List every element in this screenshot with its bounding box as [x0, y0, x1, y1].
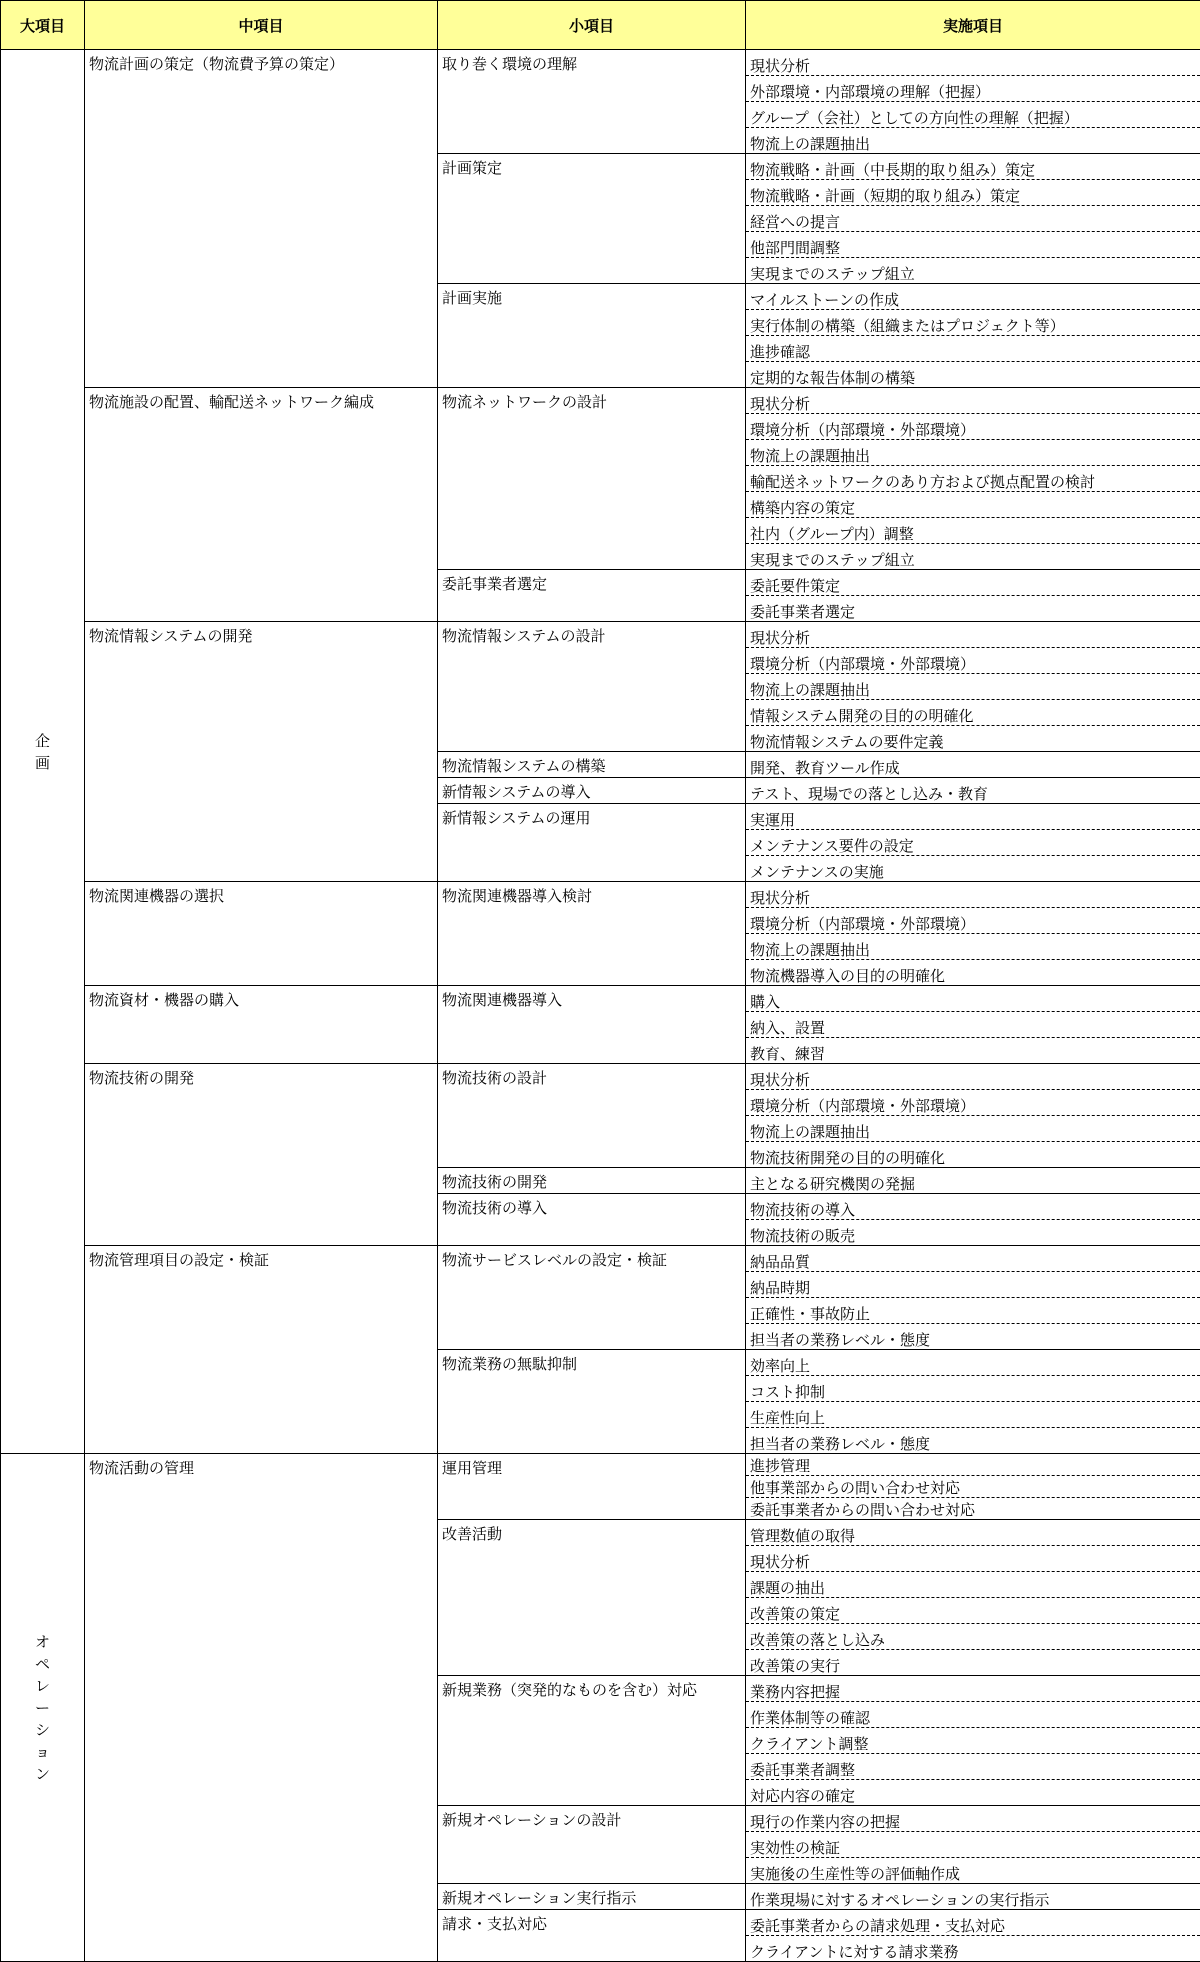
action-item-cell[interactable]: 現状分析 — [746, 50, 1200, 76]
action-item-cell[interactable]: 担当者の業務レベル・態度 — [746, 1428, 1200, 1454]
action-item-cell[interactable]: 現状分析 — [746, 1546, 1200, 1572]
header-major[interactable]: 大項目 — [1, 1, 85, 50]
minor-category-cell[interactable]: 物流技術の導入 — [438, 1194, 746, 1246]
minor-category-cell[interactable]: 物流技術の設計 — [438, 1064, 746, 1168]
action-item-cell[interactable]: 経営への提言 — [746, 206, 1200, 232]
minor-category-cell[interactable]: 委託事業者選定 — [438, 570, 746, 622]
minor-category-cell[interactable]: 新情報システムの運用 — [438, 804, 746, 882]
table-row — [1, 1246, 1200, 1272]
table-row — [1, 388, 1200, 414]
action-item-cell[interactable]: マイルストーンの作成 — [746, 284, 1200, 310]
table-row — [1, 50, 1200, 76]
minor-category-cell[interactable]: 新情報システムの導入 — [438, 778, 746, 804]
minor-category-cell[interactable]: 物流情報システムの設計 — [438, 622, 746, 752]
action-item-cell[interactable]: 環境分析（内部環境・外部環境） — [746, 1090, 1200, 1116]
action-item-cell[interactable]: 納品品質 — [746, 1246, 1200, 1272]
action-item-cell[interactable]: 進捗確認 — [746, 336, 1200, 362]
action-item-cell[interactable]: 担当者の業務レベル・態度 — [746, 1324, 1200, 1350]
minor-category-cell[interactable]: 物流ネットワークの設計 — [438, 388, 746, 570]
minor-category-cell[interactable]: 計画実施 — [438, 284, 746, 388]
action-item-cell[interactable]: 環境分析（内部環境・外部環境） — [746, 414, 1200, 440]
action-item-cell[interactable]: 実運用 — [746, 804, 1200, 830]
action-item-cell[interactable]: 購入 — [746, 986, 1200, 1012]
action-item-cell[interactable]: 実行体制の構築（組織またはプロジェクト等） — [746, 310, 1200, 336]
major-category-cell[interactable] — [1, 50, 85, 1454]
table-row — [1, 1064, 1200, 1090]
header-middle[interactable]: 中項目 — [85, 1, 438, 50]
action-item-cell[interactable]: クライアント調整 — [746, 1728, 1200, 1754]
action-item-cell[interactable]: 管理数値の取得 — [746, 1520, 1200, 1546]
action-item-cell[interactable]: 物流技術の販売 — [746, 1220, 1200, 1246]
action-item-cell[interactable]: 現状分析 — [746, 622, 1200, 648]
middle-category-cell[interactable]: 物流資材・機器の購入 — [85, 986, 438, 1064]
action-item-cell[interactable]: 社内（グループ内）調整 — [746, 518, 1200, 544]
major-category-label: オペレーション — [35, 1631, 51, 1785]
action-item-cell[interactable]: 委託事業者からの請求処理・支払対応 — [746, 1910, 1200, 1936]
action-item-cell[interactable]: 物流情報システムの要件定義 — [746, 726, 1200, 752]
minor-category-cell[interactable]: 物流関連機器導入 — [438, 986, 746, 1064]
action-item-cell[interactable]: 納品時期 — [746, 1272, 1200, 1298]
table-row — [1, 986, 1200, 1012]
action-item-cell[interactable]: コスト抑制 — [746, 1376, 1200, 1402]
action-item-cell[interactable]: 物流上の課題抽出 — [746, 440, 1200, 466]
middle-category-cell[interactable]: 物流計画の策定（物流費予算の策定） — [85, 50, 438, 388]
minor-category-cell[interactable]: 運用管理 — [438, 1454, 746, 1520]
minor-category-cell[interactable]: 請求・支払対応 — [438, 1910, 746, 1962]
minor-category-cell[interactable]: 物流情報システムの構築 — [438, 752, 746, 778]
action-item-cell[interactable]: グループ（会社）としての方向性の理解（把握） — [746, 102, 1200, 128]
minor-category-cell[interactable]: 物流サービスレベルの設定・検証 — [438, 1246, 746, 1350]
action-item-cell[interactable]: メンテナンス要件の設定 — [746, 830, 1200, 856]
action-item-cell[interactable]: 作業現場に対するオペレーションの実行指示 — [746, 1884, 1200, 1910]
major-category-cell[interactable] — [1, 1454, 85, 1962]
action-item-cell[interactable]: メンテナンスの実施 — [746, 856, 1200, 882]
action-item-cell[interactable]: テスト、現場での落とし込み・教育 — [746, 778, 1200, 804]
minor-category-cell[interactable]: 物流技術の開発 — [438, 1168, 746, 1194]
action-item-cell[interactable]: 物流技術開発の目的の明確化 — [746, 1142, 1200, 1168]
action-item-cell[interactable]: 定期的な報告体制の構築 — [746, 362, 1200, 388]
action-item-cell[interactable]: 物流戦略・計画（短期的取り組み）策定 — [746, 180, 1200, 206]
action-item-cell[interactable]: 委託事業者からの問い合わせ対応 — [746, 1498, 1200, 1520]
action-item-cell[interactable]: 物流技術の導入 — [746, 1194, 1200, 1220]
action-item-cell[interactable]: 対応内容の確定 — [746, 1780, 1200, 1806]
middle-category-cell[interactable]: 物流施設の配置、輸配送ネットワーク編成 — [85, 388, 438, 622]
action-item-cell[interactable]: 正確性・事故防止 — [746, 1298, 1200, 1324]
action-item-cell[interactable]: 課題の抽出 — [746, 1572, 1200, 1598]
middle-category-cell[interactable]: 物流関連機器の選択 — [85, 882, 438, 986]
action-item-cell[interactable]: 環境分析（内部環境・外部環境） — [746, 648, 1200, 674]
table-body — [1, 50, 1200, 1962]
action-item-cell[interactable]: 現状分析 — [746, 388, 1200, 414]
action-item-cell[interactable]: 改善策の落とし込み — [746, 1624, 1200, 1650]
action-item-cell[interactable]: 他部門間調整 — [746, 232, 1200, 258]
action-item-cell[interactable]: 納入、設置 — [746, 1012, 1200, 1038]
action-item-cell[interactable]: 委託事業者選定 — [746, 596, 1200, 622]
action-item-cell[interactable]: 業務内容把握 — [746, 1676, 1200, 1702]
action-item-cell[interactable]: 情報システム開発の目的の明確化 — [746, 700, 1200, 726]
minor-category-cell[interactable]: 新規オペレーションの設計 — [438, 1806, 746, 1884]
middle-category-cell[interactable]: 物流管理項目の設定・検証 — [85, 1246, 438, 1454]
action-item-cell[interactable]: 開発、教育ツール作成 — [746, 752, 1200, 778]
action-item-cell[interactable]: 実現までのステップ組立 — [746, 544, 1200, 570]
minor-category-cell[interactable]: 物流業務の無駄抑制 — [438, 1350, 746, 1454]
action-item-cell[interactable]: 物流上の課題抽出 — [746, 934, 1200, 960]
major-category-label: 企画 — [35, 730, 51, 774]
action-item-cell[interactable]: 進捗管理 — [746, 1454, 1200, 1476]
action-item-cell[interactable]: クライアントに対する請求業務 — [746, 1936, 1200, 1962]
action-item-cell[interactable]: 環境分析（内部環境・外部環境） — [746, 908, 1200, 934]
table-row — [1, 622, 1200, 648]
minor-category-cell[interactable]: 取り巻く環境の理解 — [438, 50, 746, 154]
action-item-cell[interactable]: 生産性向上 — [746, 1402, 1200, 1428]
action-item-cell[interactable]: 実現までのステップ組立 — [746, 258, 1200, 284]
action-item-cell[interactable]: 現状分析 — [746, 882, 1200, 908]
minor-category-cell[interactable]: 物流関連機器導入検討 — [438, 882, 746, 986]
action-item-cell[interactable]: 教育、練習 — [746, 1038, 1200, 1064]
action-item-cell[interactable]: 物流上の課題抽出 — [746, 128, 1200, 154]
action-item-cell[interactable]: 実効性の検証 — [746, 1832, 1200, 1858]
action-item-cell[interactable]: 改善策の実行 — [746, 1650, 1200, 1676]
action-item-cell[interactable]: 主となる研究機関の発掘 — [746, 1168, 1200, 1194]
action-item-cell[interactable]: 他事業部からの問い合わせ対応 — [746, 1476, 1200, 1498]
action-item-cell[interactable]: 実施後の生産性等の評価軸作成 — [746, 1858, 1200, 1884]
minor-category-cell[interactable]: 新規業務（突発的なものを含む）対応 — [438, 1676, 746, 1806]
action-item-cell[interactable]: 輸配送ネットワークのあり方および拠点配置の検討 — [746, 466, 1200, 492]
action-item-cell[interactable]: 物流戦略・計画（中長期的取り組み）策定 — [746, 154, 1200, 180]
action-item-cell[interactable]: 構築内容の策定 — [746, 492, 1200, 518]
action-item-cell[interactable]: 作業体制等の確認 — [746, 1702, 1200, 1728]
header-action[interactable]: 実施項目 — [746, 1, 1200, 50]
table-row — [1, 1454, 1200, 1476]
middle-category-cell[interactable]: 物流技術の開発 — [85, 1064, 438, 1246]
action-item-cell[interactable]: 物流上の課題抽出 — [746, 1116, 1200, 1142]
action-item-cell[interactable]: 改善策の策定 — [746, 1598, 1200, 1624]
header-minor[interactable]: 小項目 — [438, 1, 746, 50]
action-item-cell[interactable]: 効率向上 — [746, 1350, 1200, 1376]
action-item-cell[interactable]: 現行の作業内容の把握 — [746, 1806, 1200, 1832]
table-row — [1, 882, 1200, 908]
action-item-cell[interactable]: 物流上の課題抽出 — [746, 674, 1200, 700]
middle-category-cell[interactable]: 物流情報システムの開発 — [85, 622, 438, 882]
action-item-cell[interactable]: 物流機器導入の目的の明確化 — [746, 960, 1200, 986]
minor-category-cell[interactable]: 改善活動 — [438, 1520, 746, 1676]
header-row — [1, 1, 1200, 50]
action-item-cell[interactable]: 外部環境・内部環境の理解（把握） — [746, 76, 1200, 102]
middle-category-cell[interactable]: 物流活動の管理 — [85, 1454, 438, 1962]
action-item-cell[interactable]: 委託要件策定 — [746, 570, 1200, 596]
action-item-cell[interactable]: 委託事業者調整 — [746, 1754, 1200, 1780]
minor-category-cell[interactable]: 新規オペレーション実行指示 — [438, 1884, 746, 1910]
minor-category-cell[interactable]: 計画策定 — [438, 154, 746, 284]
action-item-cell[interactable]: 現状分析 — [746, 1064, 1200, 1090]
